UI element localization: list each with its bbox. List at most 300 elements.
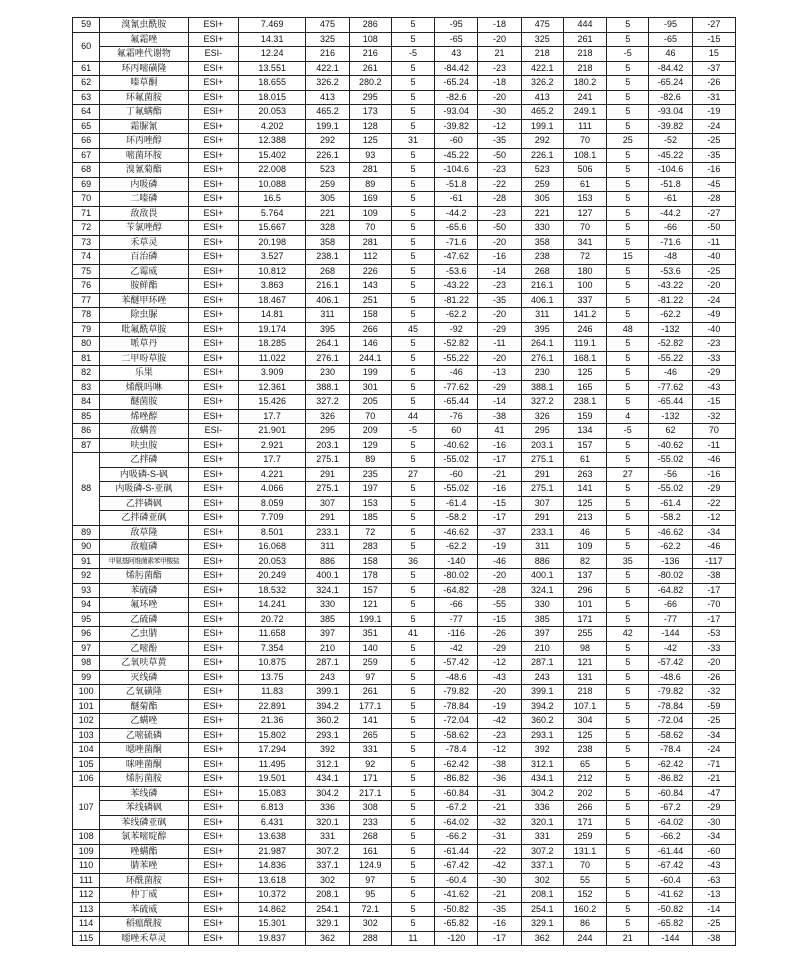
param-2-cell: -72.04 [435, 714, 478, 729]
param-5-cell: -42 [649, 641, 692, 656]
param-2-cell: -67.2 [435, 801, 478, 816]
product-ion-2-cell: 171 [563, 612, 606, 627]
retention-time-cell: 11.658 [238, 627, 305, 642]
compound-name-cell: 苯线磷亚砜 [100, 815, 189, 830]
param-6-cell: -53 [692, 627, 735, 642]
product-ion-2-cell: 238 [563, 743, 606, 758]
product-ion-2-cell: 131.1 [563, 844, 606, 859]
precursor-ion-1-cell: 320.1 [306, 815, 349, 830]
param-1-cell: 27 [391, 467, 434, 482]
param-3-cell: -23 [478, 279, 521, 294]
param-5-cell: -93.04 [649, 105, 692, 120]
param-3-cell: -38 [478, 757, 521, 772]
compound-name-cell: 内吸磷-S-砜 [100, 467, 189, 482]
precursor-ion-1-cell: 292 [306, 134, 349, 149]
param-3-cell: -35 [478, 293, 521, 308]
compound-name-cell: 醚菊酯 [100, 699, 189, 714]
compound-name-cell: 溴氰菊酯 [100, 163, 189, 178]
param-6-cell: -70 [692, 598, 735, 613]
precursor-ion-1-cell: 394.2 [306, 699, 349, 714]
table-body [73, 18, 736, 946]
table-row [73, 90, 736, 105]
param-4-cell: 5 [607, 743, 649, 758]
param-2-cell: -42 [435, 641, 478, 656]
param-4-cell: 5 [607, 902, 649, 917]
param-1-cell: 5 [391, 714, 434, 729]
ionization-mode-cell: ESI+ [188, 728, 238, 743]
precursor-ion-2-cell: 293.1 [521, 728, 563, 743]
param-4-cell: 5 [607, 105, 649, 120]
product-ion-1-cell: 280.2 [349, 76, 391, 91]
param-3-cell: -22 [478, 177, 521, 192]
retention-time-cell: 12.388 [238, 134, 305, 149]
precursor-ion-1-cell: 312.1 [306, 757, 349, 772]
retention-time-cell: 22.891 [238, 699, 305, 714]
param-1-cell: 5 [391, 888, 434, 903]
precursor-ion-2-cell: 275.1 [521, 453, 563, 468]
param-6-cell: -25 [692, 264, 735, 279]
param-6-cell: -23 [692, 337, 735, 352]
table-row [73, 47, 736, 62]
precursor-ion-2-cell: 358 [521, 235, 563, 250]
product-ion-1-cell: 121 [349, 598, 391, 613]
param-6-cell: 70 [692, 424, 735, 439]
retention-time-cell: 16.068 [238, 540, 305, 555]
param-2-cell: -60 [435, 134, 478, 149]
param-1-cell: 5 [391, 670, 434, 685]
param-1-cell: 5 [391, 902, 434, 917]
row-number: 94 [73, 598, 100, 613]
compound-name-cell: 苯硫磷 [100, 583, 189, 598]
param-1-cell: 36 [391, 554, 434, 569]
param-5-cell: -57.42 [649, 656, 692, 671]
param-6-cell: -29 [692, 801, 735, 816]
ionization-mode-cell: ESI+ [188, 322, 238, 337]
compound-name-cell: 腈苯唑 [100, 859, 189, 874]
precursor-ion-2-cell: 325 [521, 32, 563, 47]
product-ion-2-cell: 304 [563, 714, 606, 729]
precursor-ion-1-cell: 233.1 [306, 525, 349, 540]
param-1-cell: 5 [391, 496, 434, 511]
table-row [73, 844, 736, 859]
param-2-cell: -40.62 [435, 438, 478, 453]
product-ion-1-cell: 72.1 [349, 902, 391, 917]
precursor-ion-1-cell: 275.1 [306, 453, 349, 468]
param-5-cell: -50.82 [649, 902, 692, 917]
ionization-mode-cell: ESI+ [188, 119, 238, 134]
table-row [73, 859, 736, 874]
table-row [73, 337, 736, 352]
param-3-cell: -20 [478, 90, 521, 105]
param-6-cell: -17 [692, 583, 735, 598]
precursor-ion-2-cell: 337.1 [521, 859, 563, 874]
compound-name-cell: 禾草灵 [100, 235, 189, 250]
param-6-cell: -45 [692, 177, 735, 192]
precursor-ion-2-cell: 264.1 [521, 337, 563, 352]
param-3-cell: -38 [478, 409, 521, 424]
param-1-cell: 5 [391, 873, 434, 888]
param-6-cell: -46 [692, 540, 735, 555]
param-6-cell: -11 [692, 438, 735, 453]
precursor-ion-2-cell: 233.1 [521, 525, 563, 540]
param-1-cell: 5 [391, 90, 434, 105]
param-3-cell: -43 [478, 670, 521, 685]
ionization-mode-cell: ESI+ [188, 206, 238, 221]
ionization-mode-cell: ESI+ [188, 540, 238, 555]
param-1-cell: 5 [391, 815, 434, 830]
precursor-ion-2-cell: 320.1 [521, 815, 563, 830]
param-6-cell: -33 [692, 641, 735, 656]
param-1-cell: 5 [391, 656, 434, 671]
param-4-cell: 5 [607, 482, 649, 497]
param-6-cell: -34 [692, 525, 735, 540]
ionization-mode-cell: ESI+ [188, 264, 238, 279]
param-2-cell: -66.2 [435, 830, 478, 845]
param-2-cell: -61.44 [435, 844, 478, 859]
compound-name-cell: 烯肟菌酯 [100, 569, 189, 584]
table-row [73, 453, 736, 468]
retention-time-cell: 21.36 [238, 714, 305, 729]
product-ion-1-cell: 199 [349, 366, 391, 381]
product-ion-2-cell: 218 [563, 47, 606, 62]
precursor-ion-2-cell: 312.1 [521, 757, 563, 772]
table-row [73, 873, 736, 888]
param-1-cell: 5 [391, 786, 434, 801]
param-5-cell: -132 [649, 409, 692, 424]
param-1-cell: 5 [391, 279, 434, 294]
precursor-ion-1-cell: 293.1 [306, 728, 349, 743]
product-ion-1-cell: 146 [349, 337, 391, 352]
compound-name-cell: 二甲吩草胺 [100, 351, 189, 366]
param-4-cell: -5 [607, 47, 649, 62]
param-4-cell: 5 [607, 656, 649, 671]
product-ion-2-cell: 153 [563, 192, 606, 207]
table-row [73, 467, 736, 482]
param-4-cell: 5 [607, 395, 649, 410]
compound-name-cell: 乙拌磷亚砜 [100, 511, 189, 526]
product-ion-2-cell: 134 [563, 424, 606, 439]
precursor-ion-1-cell: 302 [306, 873, 349, 888]
precursor-ion-1-cell: 268 [306, 264, 349, 279]
param-4-cell: 5 [607, 163, 649, 178]
precursor-ion-2-cell: 311 [521, 308, 563, 323]
param-6-cell: -30 [692, 815, 735, 830]
row-number: 71 [73, 206, 100, 221]
product-ion-2-cell: 241 [563, 90, 606, 105]
param-6-cell: -19 [692, 105, 735, 120]
param-6-cell: -13 [692, 888, 735, 903]
product-ion-1-cell: 268 [349, 830, 391, 845]
row-number: 115 [73, 931, 100, 946]
param-1-cell: 5 [391, 772, 434, 787]
ionization-mode-cell: ESI+ [188, 554, 238, 569]
precursor-ion-2-cell: 305 [521, 192, 563, 207]
product-ion-2-cell: 218 [563, 61, 606, 76]
param-5-cell: -56 [649, 467, 692, 482]
table-row [73, 917, 736, 932]
product-ion-2-cell: 259 [563, 830, 606, 845]
param-4-cell: 5 [607, 583, 649, 598]
table-row [73, 76, 736, 91]
precursor-ion-1-cell: 360.2 [306, 714, 349, 729]
param-4-cell: 5 [607, 279, 649, 294]
param-4-cell: 25 [607, 134, 649, 149]
precursor-ion-2-cell: 523 [521, 163, 563, 178]
ionization-mode-cell: ESI+ [188, 917, 238, 932]
precursor-ion-1-cell: 305 [306, 192, 349, 207]
ionization-mode-cell: ESI+ [188, 90, 238, 105]
precursor-ion-1-cell: 325 [306, 32, 349, 47]
product-ion-2-cell: 159 [563, 409, 606, 424]
param-4-cell: 5 [607, 917, 649, 932]
param-1-cell: 5 [391, 293, 434, 308]
precursor-ion-1-cell: 327.2 [306, 395, 349, 410]
product-ion-1-cell: 308 [349, 801, 391, 816]
param-2-cell: -62.42 [435, 757, 478, 772]
precursor-ion-2-cell: 307 [521, 496, 563, 511]
ionization-mode-cell: ESI+ [188, 76, 238, 91]
retention-time-cell: 15.802 [238, 728, 305, 743]
param-3-cell: -23 [478, 728, 521, 743]
precursor-ion-1-cell: 326 [306, 409, 349, 424]
product-ion-2-cell: 218 [563, 685, 606, 700]
precursor-ion-2-cell: 259 [521, 177, 563, 192]
param-3-cell: -42 [478, 714, 521, 729]
param-3-cell: -26 [478, 627, 521, 642]
retention-time-cell: 11.495 [238, 757, 305, 772]
compound-name-cell: 噁唑禾草灵 [100, 931, 189, 946]
product-ion-2-cell: 152 [563, 888, 606, 903]
param-4-cell: 27 [607, 467, 649, 482]
param-3-cell: -17 [478, 453, 521, 468]
precursor-ion-2-cell: 302 [521, 873, 563, 888]
param-4-cell: 5 [607, 32, 649, 47]
param-1-cell: 5 [391, 105, 434, 120]
param-2-cell: 60 [435, 424, 478, 439]
precursor-ion-1-cell: 331 [306, 830, 349, 845]
product-ion-2-cell: 266 [563, 801, 606, 816]
precursor-ion-1-cell: 465.2 [306, 105, 349, 120]
table-row [73, 177, 736, 192]
param-2-cell: -140 [435, 554, 478, 569]
precursor-ion-1-cell: 362 [306, 931, 349, 946]
param-1-cell: 5 [391, 511, 434, 526]
param-3-cell: -16 [478, 438, 521, 453]
precursor-ion-2-cell: 475 [521, 18, 563, 33]
param-1-cell: 5 [391, 844, 434, 859]
param-5-cell: -43.22 [649, 279, 692, 294]
row-number: 93 [73, 583, 100, 598]
precursor-ion-2-cell: 329.1 [521, 917, 563, 932]
ionization-mode-cell: ESI+ [188, 192, 238, 207]
product-ion-2-cell: 246 [563, 322, 606, 337]
ionization-mode-cell: ESI+ [188, 308, 238, 323]
table-row [73, 540, 736, 555]
retention-time-cell: 14.31 [238, 32, 305, 47]
precursor-ion-2-cell: 360.2 [521, 714, 563, 729]
product-ion-2-cell: 127 [563, 206, 606, 221]
row-number: 92 [73, 569, 100, 584]
compound-name-cell: 苯醚甲环唑 [100, 293, 189, 308]
table-row [73, 119, 736, 134]
compound-name-cell: 敌瘟磷 [100, 540, 189, 555]
table-row [73, 221, 736, 236]
precursor-ion-1-cell: 330 [306, 598, 349, 613]
retention-time-cell: 6.813 [238, 801, 305, 816]
param-1-cell: 5 [391, 685, 434, 700]
precursor-ion-2-cell: 199.1 [521, 119, 563, 134]
table-row [73, 192, 736, 207]
param-5-cell: -62.42 [649, 757, 692, 772]
compound-name-cell: 烯肟菌胺 [100, 772, 189, 787]
param-2-cell: -93.04 [435, 105, 478, 120]
param-1-cell: 5 [391, 119, 434, 134]
row-number: 80 [73, 337, 100, 352]
param-5-cell: -66 [649, 598, 692, 613]
param-5-cell: -55.02 [649, 482, 692, 497]
ionization-mode-cell: ESI+ [188, 772, 238, 787]
product-ion-1-cell: 112 [349, 250, 391, 265]
row-number: 95 [73, 612, 100, 627]
precursor-ion-2-cell: 327.2 [521, 395, 563, 410]
param-6-cell: -50 [692, 221, 735, 236]
param-5-cell: -136 [649, 554, 692, 569]
param-5-cell: -51.8 [649, 177, 692, 192]
table-row [73, 61, 736, 76]
param-4-cell: 42 [607, 627, 649, 642]
param-1-cell: 5 [391, 612, 434, 627]
param-4-cell: 5 [607, 757, 649, 772]
param-3-cell: -28 [478, 192, 521, 207]
param-3-cell: -18 [478, 76, 521, 91]
param-1-cell: 5 [391, 917, 434, 932]
param-4-cell: 5 [607, 511, 649, 526]
product-ion-2-cell: 70 [563, 221, 606, 236]
product-ion-2-cell: 263 [563, 467, 606, 482]
precursor-ion-1-cell: 203.1 [306, 438, 349, 453]
param-1-cell: 5 [391, 351, 434, 366]
param-3-cell: -32 [478, 815, 521, 830]
param-5-cell: -71.6 [649, 235, 692, 250]
param-3-cell: -50 [478, 148, 521, 163]
param-2-cell: -55.02 [435, 482, 478, 497]
product-ion-2-cell: 341 [563, 235, 606, 250]
precursor-ion-1-cell: 388.1 [306, 380, 349, 395]
retention-time-cell: 16.5 [238, 192, 305, 207]
retention-time-cell: 10.875 [238, 656, 305, 671]
precursor-ion-2-cell: 275.1 [521, 482, 563, 497]
param-6-cell: -29 [692, 482, 735, 497]
retention-time-cell: 14.81 [238, 308, 305, 323]
param-4-cell: 5 [607, 61, 649, 76]
param-3-cell: -21 [478, 888, 521, 903]
table-row [73, 569, 736, 584]
product-ion-1-cell: 108 [349, 32, 391, 47]
param-5-cell: -67.42 [649, 859, 692, 874]
param-5-cell: -65.44 [649, 395, 692, 410]
precursor-ion-2-cell: 406.1 [521, 293, 563, 308]
retention-time-cell: 13.618 [238, 873, 305, 888]
product-ion-2-cell: 337 [563, 293, 606, 308]
table-row [73, 148, 736, 163]
ionization-mode-cell: ESI+ [188, 844, 238, 859]
product-ion-1-cell: 143 [349, 279, 391, 294]
param-4-cell: 15 [607, 250, 649, 265]
param-4-cell: 5 [607, 685, 649, 700]
param-5-cell: -64.02 [649, 815, 692, 830]
product-ion-2-cell: 180 [563, 264, 606, 279]
param-4-cell: 5 [607, 235, 649, 250]
ionization-mode-cell: ESI+ [188, 366, 238, 381]
retention-time-cell: 18.285 [238, 337, 305, 352]
precursor-ion-1-cell: 307 [306, 496, 349, 511]
row-number: 101 [73, 699, 100, 714]
precursor-ion-1-cell: 523 [306, 163, 349, 178]
precursor-ion-2-cell: 218 [521, 47, 563, 62]
table-row [73, 815, 736, 830]
param-1-cell: 5 [391, 453, 434, 468]
table-row [73, 511, 736, 526]
param-1-cell: 41 [391, 627, 434, 642]
retention-time-cell: 12.361 [238, 380, 305, 395]
ionization-mode-cell: ESI+ [188, 931, 238, 946]
param-4-cell: -5 [607, 424, 649, 439]
product-ion-1-cell: 261 [349, 61, 391, 76]
table-row [73, 772, 736, 787]
param-3-cell: -20 [478, 569, 521, 584]
param-4-cell: 5 [607, 264, 649, 279]
table-row [73, 786, 736, 801]
param-3-cell: -12 [478, 656, 521, 671]
param-1-cell: 5 [391, 235, 434, 250]
param-1-cell: 11 [391, 931, 434, 946]
row-number: 82 [73, 366, 100, 381]
param-2-cell: -50.82 [435, 902, 478, 917]
row-number: 67 [73, 148, 100, 163]
product-ion-1-cell: 265 [349, 728, 391, 743]
precursor-ion-1-cell: 311 [306, 540, 349, 555]
product-ion-2-cell: 213 [563, 511, 606, 526]
param-3-cell: -12 [478, 743, 521, 758]
compound-name-cell: 甲氨基阿维菌素苯甲酸盐 [100, 554, 189, 569]
param-4-cell: 5 [607, 206, 649, 221]
param-6-cell: -29 [692, 366, 735, 381]
compound-name-cell: 氟霜唑 [100, 32, 189, 47]
product-ion-1-cell: 259 [349, 656, 391, 671]
product-ion-1-cell: 125 [349, 134, 391, 149]
compound-name-cell: 氟霜唑代谢物 [100, 47, 189, 62]
param-6-cell: -12 [692, 511, 735, 526]
row-number: 83 [73, 380, 100, 395]
product-ion-1-cell: 141 [349, 714, 391, 729]
param-4-cell: 5 [607, 192, 649, 207]
param-2-cell: -43.22 [435, 279, 478, 294]
precursor-ion-1-cell: 406.1 [306, 293, 349, 308]
precursor-ion-2-cell: 400.1 [521, 569, 563, 584]
param-2-cell: -39.82 [435, 119, 478, 134]
param-3-cell: -13 [478, 366, 521, 381]
param-6-cell: -71 [692, 757, 735, 772]
param-4-cell: 5 [607, 308, 649, 323]
param-5-cell: -77.62 [649, 380, 692, 395]
ionization-mode-cell: ESI+ [188, 482, 238, 497]
precursor-ion-1-cell: 238.1 [306, 250, 349, 265]
compound-name-cell: 乙硫磷 [100, 612, 189, 627]
param-4-cell: 5 [607, 293, 649, 308]
param-1-cell: 5 [391, 583, 434, 598]
param-2-cell: -55.02 [435, 453, 478, 468]
row-number: 65 [73, 119, 100, 134]
